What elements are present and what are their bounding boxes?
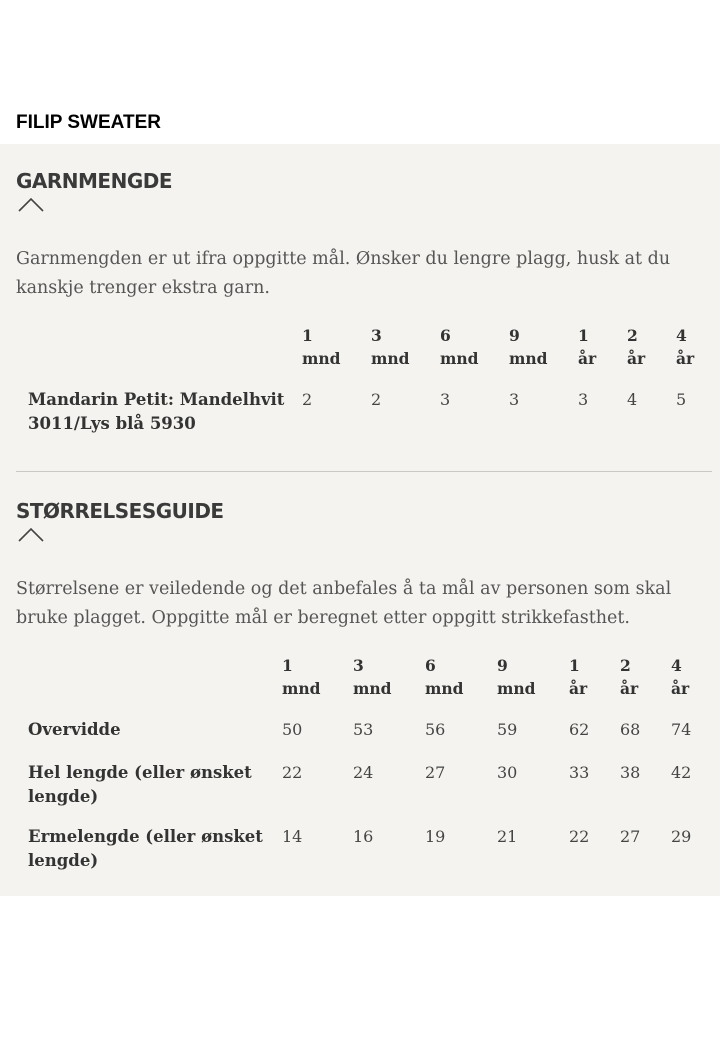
- table-cell: 2: [371, 390, 382, 409]
- table-cell: 29: [671, 827, 692, 846]
- table-cell: 5: [676, 390, 687, 409]
- column-header-unit: år: [676, 349, 695, 368]
- chevron-up-icon[interactable]: [18, 526, 44, 542]
- table-cell: 62: [569, 720, 590, 739]
- column-header-unit: år: [627, 349, 646, 368]
- column-header-number: 1: [569, 656, 580, 675]
- table-cell: 4: [627, 390, 638, 409]
- row-label: Hel lengde (eller ønsket: [28, 763, 252, 782]
- column-header-number: 3: [353, 656, 364, 675]
- size-intro-text: Størrelsene er veiledende og det anbefales å ta mål av personen som skal bruke plagget. Oppgitte mål er beregnet etter oppgitt strikkefasthet.: [16, 579, 672, 628]
- table-cell: 21: [497, 827, 518, 846]
- table-cell: 42: [671, 763, 692, 782]
- table-cell: 50: [282, 720, 303, 739]
- column-header-unit: mnd: [509, 349, 548, 368]
- table-cell: 59: [497, 720, 518, 739]
- column-header-number: 2: [627, 326, 638, 345]
- table-cell: 30: [497, 763, 518, 782]
- table-cell: 24: [353, 763, 374, 782]
- row-label: Overvidde: [28, 720, 121, 739]
- row-label: Mandarin Petit: Mandelhvit: [28, 390, 285, 409]
- column-header-unit: år: [578, 349, 597, 368]
- column-header-unit: mnd: [371, 349, 410, 368]
- column-header-unit: år: [620, 679, 639, 698]
- row-label-cont: lengde): [28, 787, 99, 806]
- table-cell: 27: [620, 827, 641, 846]
- table-cell: 56: [425, 720, 446, 739]
- table-cell: 33: [569, 763, 590, 782]
- table-cell: 16: [353, 827, 374, 846]
- page-title: FILIP SWEATER: [16, 112, 161, 133]
- column-header-number: 4: [676, 326, 687, 345]
- chevron-up-icon[interactable]: [18, 196, 44, 212]
- column-header-number: 9: [509, 326, 520, 345]
- column-header-number: 1: [282, 656, 293, 675]
- row-label-cont: lengde): [28, 851, 99, 870]
- table-cell: 3: [509, 390, 520, 409]
- column-header-number: 9: [497, 656, 508, 675]
- table-cell: 27: [425, 763, 446, 782]
- table-cell: 14: [282, 827, 303, 846]
- size-section-heading[interactable]: STØRRELSESGUIDE: [16, 499, 224, 523]
- column-header-unit: mnd: [282, 679, 321, 698]
- column-header-number: 6: [440, 326, 451, 345]
- table-cell: 74: [671, 720, 692, 739]
- column-header-number: 1: [302, 326, 313, 345]
- table-cell: 68: [620, 720, 641, 739]
- table-cell: 53: [353, 720, 374, 739]
- column-header-number: 4: [671, 656, 682, 675]
- table-cell: 22: [569, 827, 590, 846]
- column-header-unit: mnd: [425, 679, 464, 698]
- table-cell: 2: [302, 390, 313, 409]
- column-header-unit: mnd: [353, 679, 392, 698]
- table-cell: 22: [282, 763, 303, 782]
- column-header-unit: år: [671, 679, 690, 698]
- row-label: Ermelengde (eller ønsket: [28, 827, 263, 846]
- column-header-number: 2: [620, 656, 631, 675]
- row-label-cont: 3011/Lys blå 5930: [28, 414, 196, 433]
- column-header-unit: år: [569, 679, 588, 698]
- table-cell: 3: [578, 390, 589, 409]
- table-cell: 38: [620, 763, 641, 782]
- column-header-number: 3: [371, 326, 382, 345]
- table-cell: 19: [425, 827, 446, 846]
- column-header-unit: mnd: [497, 679, 536, 698]
- column-header-number: 6: [425, 656, 436, 675]
- table-cell: 3: [440, 390, 451, 409]
- column-header-unit: mnd: [440, 349, 479, 368]
- column-header-unit: mnd: [302, 349, 341, 368]
- column-header-number: 1: [578, 326, 589, 345]
- yarn-section-heading[interactable]: GARNMENGDE: [16, 169, 173, 193]
- section-divider: [16, 471, 712, 472]
- yarn-intro-text: Garnmengden er ut ifra oppgitte mål. Ønsker du lengre plagg, husk at du kanskje trenger ekstra garn.: [16, 249, 671, 298]
